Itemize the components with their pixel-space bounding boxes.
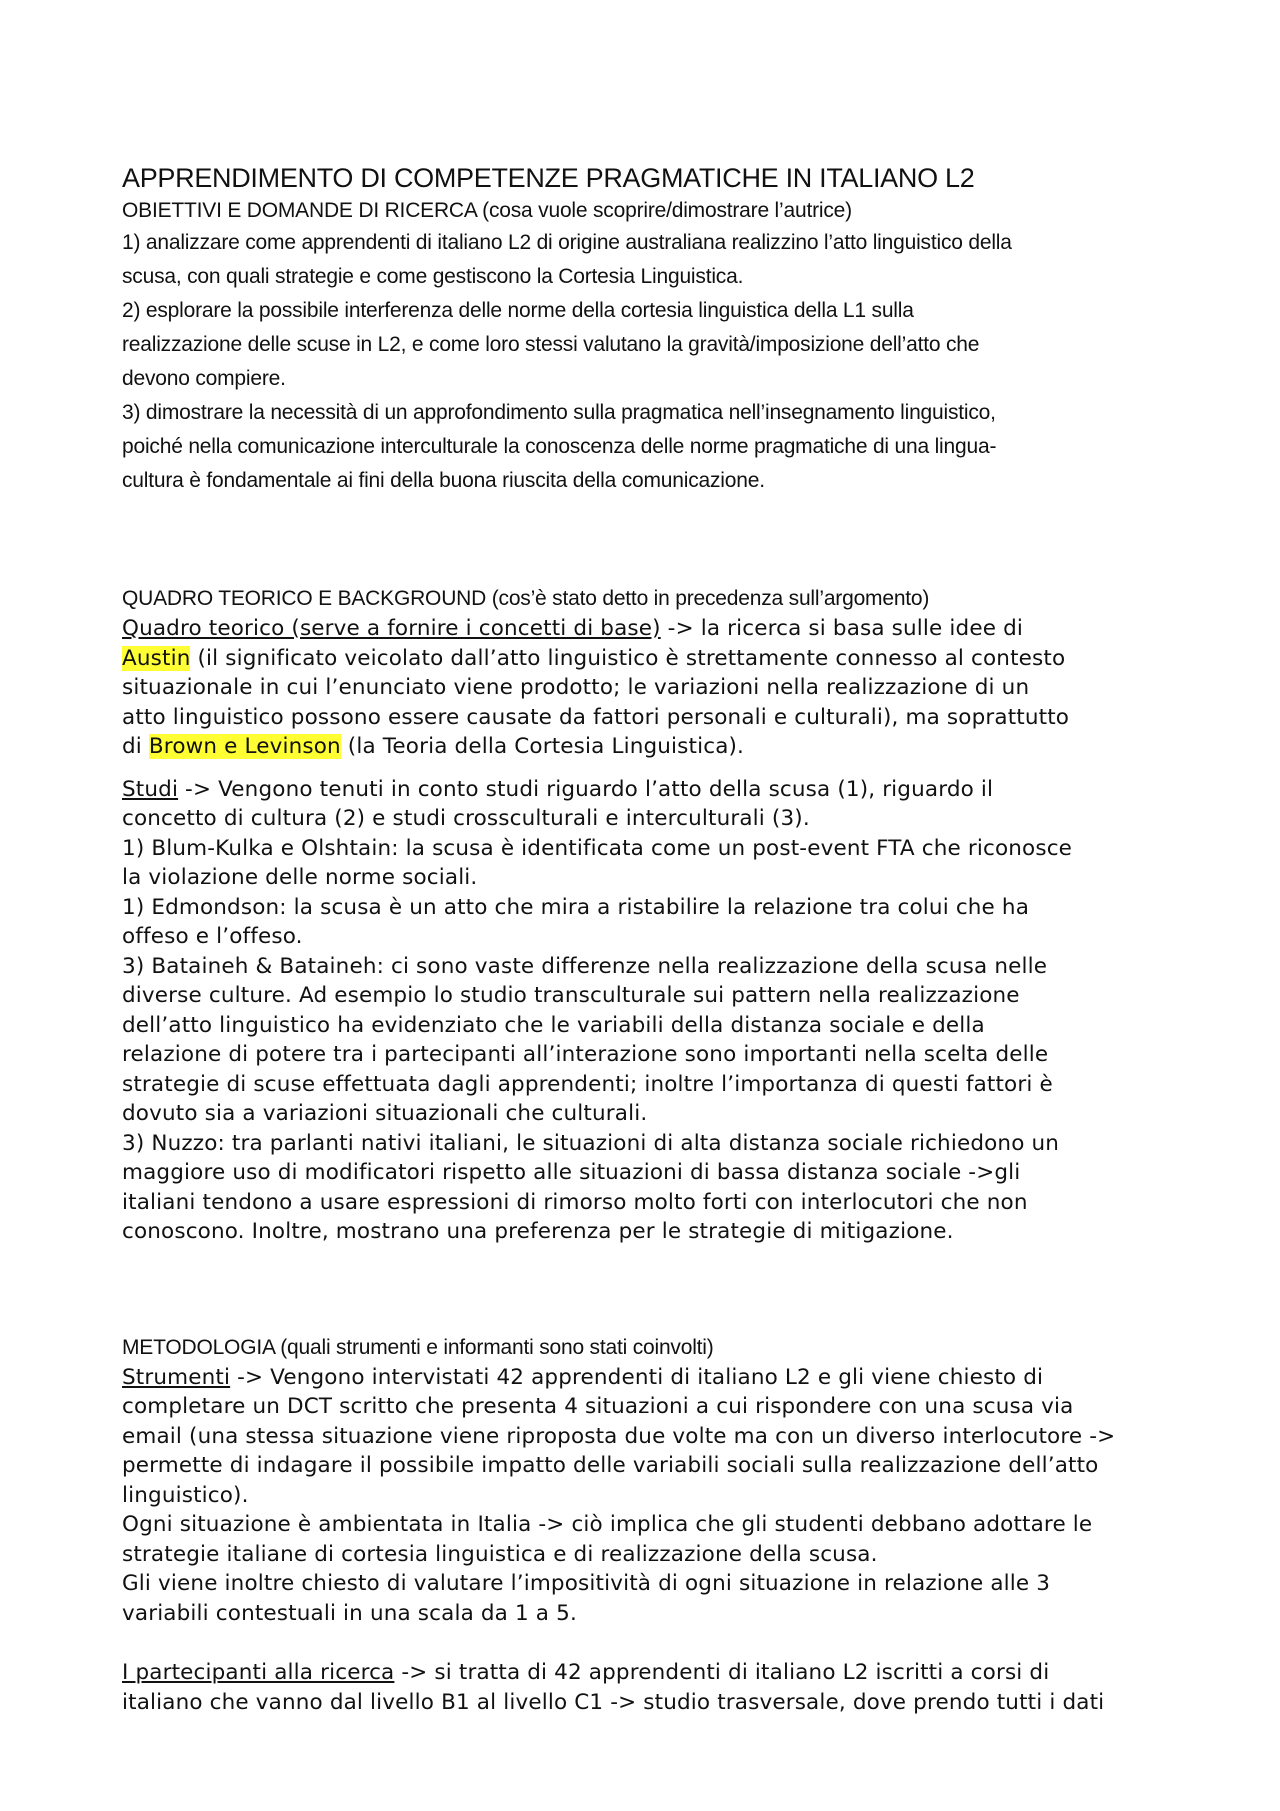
studies-paragraph	[122, 775, 1172, 1247]
spacer	[122, 1247, 1172, 1333]
text-line: realizzazione delle scuse in L2, e come loro stessi valutano la gravità/imposizione dell’atto che	[122, 333, 980, 356]
text-line: di	[122, 734, 149, 759]
text-line: dell’atto linguistico ha evidenziato che le variabili della distanza sociale e della	[122, 1012, 985, 1038]
text-line: scusa, con quali strategie e come gestiscono la Cortesia Linguistica.	[122, 265, 744, 288]
text-line: poiché nella comunicazione interculturale la conoscenza delle norme pragmatiche di una lingua-	[122, 435, 997, 458]
text-line: Ogni situazione è ambientata in Italia -> ciò implica che gli studenti debbano adottare le	[122, 1512, 1093, 1537]
text-line: -> la ricerca si basa sulle idee di	[660, 616, 1023, 641]
text-line: strategie italiane di cortesia linguistica e di realizzazione della scusa.	[122, 1541, 878, 1567]
text-line: email (una stessa situazione viene riproposta due volte ma con un diverso interlocutore ->	[122, 1423, 1116, 1449]
text-line: -> si tratta di 42 apprendenti di italiano L2 iscritti a corsi di	[394, 1660, 1050, 1685]
text-line: relazione di potere tra i partecipanti all’interazione sono importanti nella scelta delle	[122, 1042, 1049, 1067]
spacer	[122, 762, 1172, 775]
text-line: -> Vengono intervistati 42 apprendenti di italiano L2 e gli viene chiesto di	[230, 1364, 1044, 1390]
text-line: linguistico).	[122, 1482, 249, 1508]
objectives-heading: OBIETTIVI E DOMANDE DI RICERCA (cosa vuole scoprire/dimostrare l’autrice)	[122, 199, 852, 222]
text-line: 3) Nuzzo: tra parlanti nativi italiani, le situazioni di alta distanza sociale richiedono un	[122, 1130, 1060, 1156]
text-line: dovuto sia a variazioni situazionali che culturali.	[122, 1101, 648, 1126]
theory-heading: QUADRO TEORICO E BACKGROUND (cos’è stato detto in precedenza sull’argomento)	[122, 587, 930, 610]
text-line: 3) dimostrare la necessità di un approfondimento sulla pragmatica nell’insegnamento linguistico,	[122, 401, 996, 424]
section-methodology	[122, 1333, 1172, 1718]
text-line: 1) analizzare come apprendenti di italiano L2 di origine australiana realizzino l’atto linguistico della	[122, 231, 1012, 254]
theory-paragraph	[122, 614, 1172, 762]
text-line: strategie di scuse effettuata dagli apprendenti; inoltre l’importanza di questi fattori è	[122, 1071, 1053, 1097]
section-objectives	[122, 196, 1172, 498]
participants-paragraph	[122, 1658, 1172, 1717]
text-line: maggiore uso di modificatori rispetto alle situazioni di bassa distanza sociale ->gli	[122, 1160, 1021, 1185]
objective-1	[122, 226, 1172, 498]
text-line: italiani tendono a usare espressioni di rimorso molto forti con interlocutori che non	[122, 1189, 1028, 1215]
text-line: completare un DCT scritto che presenta 4 situazioni a cui rispondere con una scusa via	[122, 1394, 1074, 1419]
text-line: atto linguistico possono essere causate da fattori personali e culturali), ma soprattutto	[122, 704, 1070, 730]
text-line: 3) Bataineh & Bataineh: ci sono vaste differenze nella realizzazione della scusa nelle	[122, 953, 1048, 979]
highlight-brown-levinson: Brown e Levinson	[148, 734, 341, 759]
highlight-austin: Austin	[122, 645, 191, 671]
text-line: la violazione delle norme sociali.	[122, 865, 478, 890]
text-line: 2) esplorare la possibile interferenza delle norme della cortesia linguistica della L1 sulla	[122, 299, 914, 322]
participants-label: I partecipanti alla ricerca	[122, 1660, 395, 1685]
section-theory	[122, 584, 1172, 1247]
instruments-paragraph	[122, 1363, 1172, 1629]
spacer	[122, 498, 1172, 584]
methodology-heading: METODOLOGIA (quali strumenti e informanti sono stati coinvolti)	[122, 1335, 714, 1359]
text-line: -> Vengono tenuti in conto studi riguardo l’atto della scusa (1), riguardo il	[178, 776, 994, 802]
text-line: offeso e l’offeso.	[122, 924, 303, 949]
instruments-label: Strumenti	[122, 1364, 231, 1390]
document-page	[122, 160, 1172, 1717]
text-line: devono compiere.	[122, 367, 286, 390]
document-title: APPRENDIMENTO DI COMPETENZE PRAGMATICHE IN ITALIANO L2	[122, 163, 975, 193]
theory-label: Quadro teorico (serve a fornire i concetti di base)	[122, 616, 661, 641]
text-line: (la Teoria della Cortesia Linguistica).	[340, 734, 745, 759]
text-line: situazionale in cui l’enunciato viene prodotto; le variazioni nella realizzazione di un	[122, 675, 1030, 700]
studies-label: Studi	[122, 776, 179, 802]
spacer	[122, 1628, 1172, 1658]
text-line: 1) Edmondson: la scusa è un atto che mira a ristabilire la relazione tra colui che ha	[122, 894, 1030, 920]
text-line: cultura è fondamentale ai fini della buona riuscita della comunicazione.	[122, 469, 765, 492]
text-line: Gli viene inoltre chiesto di valutare l’impositività di ogni situazione in relazione alle 3	[122, 1571, 1051, 1596]
text-line: variabili contestuali in una scala da 1 a 5.	[122, 1600, 577, 1626]
text-line: (il significato veicolato dall’atto linguistico è strettamente connesso al contesto	[190, 645, 1066, 671]
text-line: permette di indagare il possibile impatto delle variabili sociali sulla realizzazione dell’atto	[122, 1453, 1099, 1478]
text-line: italiano che vanno dal livello B1 al livello C1 -> studio trasversale, dove prendo tutti i dati	[122, 1689, 1105, 1715]
text-line: conoscono. Inoltre, mostrano una preferenza per le strategie di mitigazione.	[122, 1219, 954, 1244]
text-line: diverse culture. Ad esempio lo studio transculturale sui pattern nella realizzazione	[122, 983, 1020, 1008]
text-line: concetto di cultura (2) e studi crossculturali e interculturali (3).	[122, 806, 810, 831]
text-line: 1) Blum-Kulka e Olshtain: la scusa è identificata come un post-event FTA che riconosce	[122, 835, 1073, 861]
